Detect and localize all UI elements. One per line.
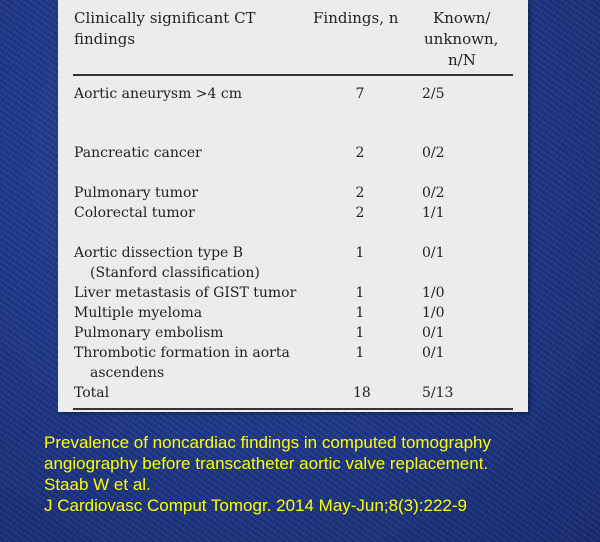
caption-line: Prevalence of noncardiac findings in computed tomography	[44, 433, 491, 452]
header-count: Findings, n	[313, 9, 399, 27]
caption-authors: Staab W et al.	[44, 475, 151, 494]
row-count: 2	[355, 185, 365, 201]
row-finding: Pancreatic cancer	[74, 145, 202, 161]
row-count: 1	[355, 325, 365, 341]
row-finding-continuation: ascendens	[90, 365, 165, 381]
row-count: 2	[355, 205, 365, 221]
row-known: 1/0	[422, 305, 445, 321]
row-count: 7	[355, 86, 365, 102]
header-known-line1: Known/	[433, 9, 491, 27]
caption-line: angiography before transcatheter aortic valve replacement.	[44, 454, 489, 473]
row-finding: Pulmonary tumor	[74, 185, 199, 201]
row-finding: Pulmonary embolism	[74, 325, 224, 341]
row-count: 1	[355, 305, 365, 321]
total-label: Total	[74, 385, 110, 401]
header-known-line3: n/N	[448, 51, 476, 69]
total-known: 5/13	[422, 385, 454, 401]
row-known: 0/2	[422, 185, 445, 201]
row-finding: Liver metastasis of GIST tumor	[74, 285, 297, 301]
table-bottom-divider	[73, 408, 513, 410]
header-findings-line1: Clinically significant CT	[74, 9, 256, 27]
findings-table	[58, 0, 528, 412]
row-count: 1	[355, 245, 365, 261]
row-finding: Aortic dissection type B	[74, 245, 244, 261]
row-known: 0/2	[422, 145, 445, 161]
row-count: 2	[355, 145, 365, 161]
row-finding: Multiple myeloma	[74, 305, 203, 321]
row-finding: Thrombotic formation in aorta	[74, 345, 290, 361]
row-known: 0/1	[422, 325, 445, 341]
row-count: 1	[355, 345, 365, 361]
header-divider	[73, 74, 513, 76]
row-known: 1/0	[422, 285, 445, 301]
header-findings-line2: findings	[74, 30, 136, 48]
row-known: 2/5	[422, 86, 445, 102]
total-count: 18	[353, 385, 371, 401]
row-finding-continuation: (Stanford classification)	[90, 265, 260, 281]
caption-journal: J Cardiovasc Comput Tomogr. 2014 May-Jun;8(3):222-9	[44, 496, 467, 515]
row-finding: Colorectal tumor	[74, 205, 195, 221]
citation-caption	[44, 432, 584, 516]
row-known: 0/1	[422, 245, 445, 261]
header-known-line2: unknown,	[424, 30, 499, 48]
row-known: 1/1	[422, 205, 445, 221]
row-count: 1	[355, 285, 365, 301]
row-finding: Aortic aneurysm >4 cm	[74, 86, 243, 102]
row-known: 0/1	[422, 345, 445, 361]
